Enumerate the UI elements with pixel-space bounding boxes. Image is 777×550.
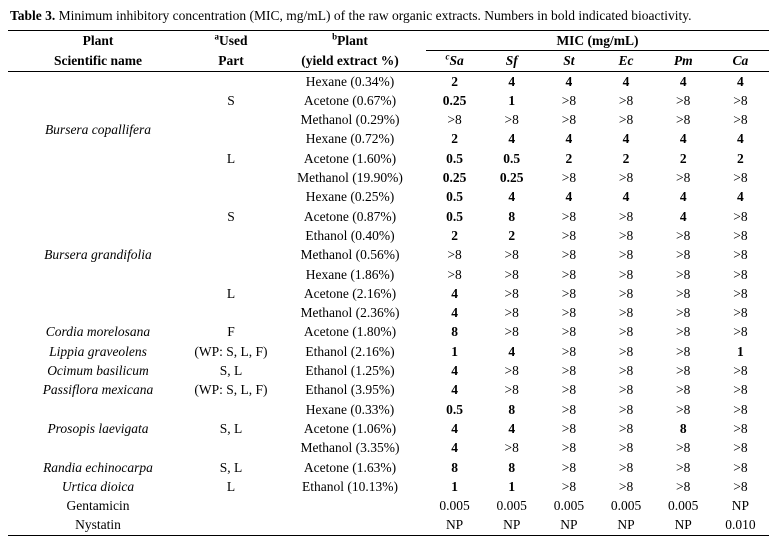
mic-value-cell: 0.25 — [499, 170, 524, 186]
mic-value-cell: >8 — [561, 324, 577, 340]
table-row — [8, 322, 769, 341]
mic-value-cell: >8 — [733, 478, 748, 494]
mic-value-cell: 4 — [622, 73, 630, 89]
mic-value-cell: 4 — [451, 382, 458, 398]
column-header-solvent-top-label: Plant — [337, 33, 368, 49]
mic-value-cell: NP — [674, 517, 692, 533]
mic-value-cell: >8 — [733, 266, 748, 282]
used-part-cell — [188, 245, 274, 264]
mic-value-cell: 2 — [737, 150, 744, 166]
solvent-cell: Acetone (1.80%) — [303, 324, 397, 340]
mic-value-cell: >8 — [618, 112, 634, 128]
mic-value-cell: >8 — [561, 478, 577, 494]
used-part-cell — [188, 496, 274, 515]
used-part-cell: S — [227, 92, 235, 108]
mic-value-cell: >8 — [561, 247, 577, 263]
table-row — [8, 477, 769, 496]
mic-value-cell: >8 — [733, 227, 748, 243]
mic-value-cell: 0.005 — [610, 498, 642, 514]
table-row — [8, 400, 769, 419]
mic-value-cell: 8 — [679, 420, 687, 436]
mic-value-cell: 4 — [737, 189, 744, 205]
organism-header-row — [8, 51, 769, 71]
used-part-cell: L — [226, 150, 236, 166]
used-part-cell: F — [227, 324, 235, 340]
mic-value-cell: >8 — [733, 401, 748, 417]
mic-value-cell: >8 — [504, 324, 519, 340]
mic-value-cell: >8 — [561, 266, 577, 282]
table-body — [8, 71, 769, 535]
mic-value-cell: >8 — [676, 170, 691, 186]
solvent-cell: Hexane (1.86%) — [305, 266, 395, 282]
table-row — [8, 496, 769, 515]
mic-value-cell: >8 — [733, 382, 748, 398]
mic-value-cell: 8 — [508, 208, 516, 224]
mic-value-cell: 4 — [679, 189, 687, 205]
mic-value-cell: >8 — [561, 170, 577, 186]
mic-value-cell: >8 — [676, 305, 691, 321]
mic-value-cell: 0.5 — [503, 150, 521, 166]
table-row — [8, 342, 769, 361]
mic-value-cell: 2 — [508, 227, 516, 243]
plant-name-cell: Nystatin — [75, 517, 121, 533]
mic-value-cell: NP — [560, 517, 578, 533]
mic-value-cell: >8 — [676, 324, 691, 340]
mic-value-cell: >8 — [561, 363, 577, 379]
column-header-plant-bottom: Scientific name — [8, 51, 188, 71]
mic-value-cell: 4 — [622, 189, 630, 205]
solvent-cell: Methanol (3.35%) — [300, 440, 400, 456]
mic-value-cell: 0.005 — [668, 498, 699, 514]
mic-value-cell: >8 — [504, 285, 519, 301]
mic-value-cell: 4 — [679, 73, 687, 89]
table-row — [8, 515, 769, 535]
solvent-cell: Ethanol (2.16%) — [305, 343, 395, 359]
mic-value-cell: >8 — [676, 401, 691, 417]
mic-value-cell: >8 — [618, 440, 634, 456]
mic-value-cell: >8 — [447, 112, 462, 128]
mic-value-cell: >8 — [676, 382, 691, 398]
mic-value-cell: >8 — [618, 266, 634, 282]
mic-value-cell: 0.5 — [446, 150, 464, 166]
plant-name-cell: Gentamicin — [66, 498, 130, 514]
mic-value-cell: >8 — [618, 324, 634, 340]
mic-value-cell: >8 — [676, 478, 691, 494]
mic-value-cell: >8 — [561, 112, 577, 128]
column-header-solvent-top — [274, 31, 426, 51]
mic-value-cell: 0.5 — [446, 208, 464, 224]
mic-value-cell: 0.010 — [725, 517, 756, 533]
solvent-cell: Ethanol (3.95%) — [305, 382, 395, 398]
mic-value-cell: >8 — [733, 459, 748, 475]
mic-value-cell: >8 — [618, 478, 634, 494]
mic-value-cell: 8 — [508, 459, 516, 475]
mic-value-cell: >8 — [676, 440, 691, 456]
mic-value-cell: >8 — [733, 285, 748, 301]
column-header-pm: Pm — [655, 51, 712, 71]
mic-value-cell: >8 — [618, 285, 634, 301]
mic-value-cell: 1 — [451, 478, 458, 494]
plant-name-cell: Lippia graveolens — [49, 343, 147, 359]
mic-value-cell: 4 — [508, 189, 516, 205]
mic-value-cell: 0.005 — [439, 498, 470, 514]
mic-value-cell: >8 — [733, 112, 748, 128]
mic-value-cell: >8 — [676, 92, 691, 108]
solvent-cell: Hexane (0.33%) — [305, 401, 395, 417]
solvent-cell: Ethanol (10.13%) — [302, 478, 398, 494]
mic-table — [8, 30, 769, 536]
mic-value-cell: 4 — [565, 189, 573, 205]
superscript-a: a — [214, 31, 219, 42]
mic-value-cell: 4 — [451, 305, 458, 321]
mic-value-cell: >8 — [676, 112, 691, 128]
mic-value-cell: >8 — [618, 208, 634, 224]
mic-value-cell: >8 — [733, 170, 748, 186]
table-row — [8, 458, 769, 477]
used-part-cell: (WP: S, L, F) — [194, 343, 268, 359]
mic-value-cell: >8 — [676, 227, 691, 243]
column-header-ca: Ca — [712, 51, 769, 71]
mic-value-cell: >8 — [676, 266, 691, 282]
solvent-cell: Methanol (0.29%) — [300, 112, 400, 128]
mic-value-cell: >8 — [618, 305, 634, 321]
mic-value-cell: >8 — [733, 92, 748, 108]
mic-value-cell: >8 — [561, 420, 577, 436]
column-header-part-top-label: Used — [218, 33, 248, 49]
column-header-mic: MIC (mg/mL) — [426, 31, 769, 51]
mic-value-cell: >8 — [504, 382, 519, 398]
solvent-cell: Ethanol (1.25%) — [305, 363, 395, 379]
mic-value-cell: NP — [731, 498, 750, 514]
mic-value-cell: 1 — [508, 478, 516, 494]
mic-value-cell: >8 — [618, 459, 634, 475]
mic-value-cell: 4 — [508, 420, 516, 436]
table-row — [8, 361, 769, 380]
mic-value-cell: >8 — [447, 247, 462, 263]
mic-value-cell: >8 — [733, 420, 748, 436]
mic-value-cell: NP — [445, 517, 464, 533]
mic-value-cell: 0.005 — [496, 498, 527, 514]
mic-value-cell: 2 — [622, 150, 630, 166]
mic-value-cell: >8 — [733, 324, 748, 340]
mic-value-cell: >8 — [561, 382, 577, 398]
mic-value-cell: 8 — [451, 324, 458, 340]
mic-value-cell: NP — [617, 517, 635, 533]
solvent-cell: Hexane (0.34%) — [305, 73, 395, 89]
mic-value-cell: 8 — [451, 459, 458, 475]
column-header-plant-top: Plant — [82, 33, 114, 49]
mic-value-cell: >8 — [561, 227, 577, 243]
mic-value-cell: 4 — [679, 131, 687, 147]
mic-value-cell: 0.25 — [442, 170, 467, 186]
mic-value-cell: 0.005 — [553, 498, 585, 514]
mic-value-cell: >8 — [504, 440, 519, 456]
mic-value-cell: >8 — [618, 343, 634, 359]
table-caption — [8, 5, 769, 30]
mic-value-cell: >8 — [561, 92, 577, 108]
column-header-ec: Ec — [597, 51, 654, 71]
plant-name-cell: Passiflora mexicana — [42, 382, 154, 398]
mic-value-cell: >8 — [618, 247, 634, 263]
plant-name-cell: Randia echinocarpa — [43, 459, 153, 475]
mic-value-cell: >8 — [733, 440, 748, 456]
mic-value-cell: >8 — [733, 208, 748, 224]
mic-value-cell: >8 — [618, 92, 634, 108]
used-part-cell — [188, 515, 274, 535]
plant-name-cell: Bursera grandifolia — [44, 247, 152, 263]
solvent-cell: Acetone (1.63%) — [303, 459, 397, 475]
mic-value-cell: 4 — [565, 73, 573, 89]
mic-value-cell: 1 — [508, 92, 516, 108]
mic-value-cell: >8 — [561, 305, 577, 321]
solvent-cell: Acetone (0.67%) — [303, 92, 397, 108]
mic-value-cell: >8 — [504, 247, 519, 263]
plant-name-cell: Prosopis laevigata — [47, 420, 149, 436]
plant-name-cell: Cordia morelosana — [45, 324, 151, 340]
mic-value-cell: 2 — [679, 150, 687, 166]
used-part-cell: L — [226, 285, 236, 301]
solvent-cell — [274, 515, 426, 535]
mic-value-cell: 4 — [451, 420, 458, 436]
mic-value-cell: >8 — [504, 266, 519, 282]
column-header-part-top — [188, 31, 274, 51]
mic-value-cell: >8 — [733, 247, 748, 263]
mic-value-cell: >8 — [618, 170, 634, 186]
mic-value-cell: 4 — [508, 131, 516, 147]
mic-value-cell: 4 — [679, 208, 687, 224]
solvent-cell: Hexane (0.25%) — [305, 189, 395, 205]
mic-value-cell: 4 — [737, 131, 744, 147]
mic-value-cell: >8 — [504, 363, 519, 379]
table-caption-label: Table 3. — [10, 8, 56, 23]
mic-value-cell: NP — [503, 517, 521, 533]
mic-value-cell: >8 — [561, 459, 577, 475]
used-part-cell: (WP: S, L, F) — [194, 382, 268, 398]
table-row — [8, 187, 769, 206]
mic-value-cell: 2 — [565, 150, 573, 166]
column-header-part-bottom: Part — [188, 51, 274, 71]
mic-value-cell: 1 — [737, 343, 744, 359]
mic-value-cell: 8 — [508, 401, 516, 417]
mic-value-cell: 4 — [508, 343, 516, 359]
mic-value-cell: >8 — [561, 285, 577, 301]
mic-value-cell: 4 — [451, 285, 458, 301]
mic-value-cell: >8 — [618, 401, 634, 417]
solvent-cell: Acetone (1.06%) — [303, 420, 397, 436]
column-header-st: St — [540, 51, 597, 71]
mic-value-cell: 4 — [565, 131, 573, 147]
mic-value-cell: >8 — [561, 440, 577, 456]
used-part-cell: L — [226, 478, 236, 494]
mic-value-cell: >8 — [618, 420, 634, 436]
superscript-c: c — [445, 51, 450, 62]
column-header-sf: Sf — [483, 51, 540, 71]
mic-value-cell: 4 — [451, 363, 458, 379]
plant-name-cell: Ocimum basilicum — [47, 363, 149, 379]
mic-value-cell: >8 — [733, 305, 748, 321]
solvent-cell: Methanol (0.56%) — [300, 247, 400, 263]
mic-value-cell: 2 — [451, 131, 458, 147]
solvent-cell: Methanol (2.36%) — [300, 305, 400, 321]
used-part-cell: S — [227, 208, 235, 224]
mic-value-cell: 4 — [508, 73, 516, 89]
mic-value-cell: >8 — [618, 227, 634, 243]
mic-value-cell: >8 — [676, 343, 691, 359]
mic-value-cell: >8 — [733, 363, 748, 379]
mic-value-cell: >8 — [561, 401, 577, 417]
mic-value-cell: >8 — [447, 266, 462, 282]
used-part-cell: S, L — [219, 363, 243, 379]
column-header-solvent-bottom: (yield extract %) — [274, 51, 426, 71]
solvent-cell — [274, 496, 426, 515]
mic-value-cell: 1 — [451, 343, 458, 359]
mic-value-cell: >8 — [618, 382, 634, 398]
table-row — [8, 71, 769, 91]
plant-name-cell: Bursera copallifera — [44, 121, 152, 137]
solvent-cell: Acetone (1.60%) — [303, 150, 397, 166]
header-row-top — [8, 31, 769, 51]
mic-value-cell: >8 — [561, 208, 577, 224]
solvent-cell: Methanol (19.90%) — [297, 170, 403, 186]
mic-value-cell: >8 — [676, 247, 691, 263]
mic-value-cell: 0.5 — [446, 189, 464, 205]
superscript-b: b — [332, 31, 338, 42]
mic-value-cell: 0.5 — [446, 401, 464, 417]
table-caption-text: Minimum inhibitory concentration (MIC, mg/mL) of the raw organic extracts. Numbers in bold indicated bioactivity. — [55, 8, 692, 23]
mic-value-cell: 4 — [622, 131, 630, 147]
mic-value-cell: >8 — [676, 285, 691, 301]
mic-value-cell: 4 — [737, 73, 744, 89]
mic-value-cell: >8 — [676, 363, 691, 379]
used-part-cell: S, L — [219, 459, 243, 475]
mic-value-cell: >8 — [676, 459, 691, 475]
mic-value-cell: >8 — [504, 112, 519, 128]
mic-value-cell: 4 — [451, 440, 458, 456]
mic-value-cell: 2 — [451, 73, 458, 89]
mic-value-cell: >8 — [561, 343, 577, 359]
solvent-cell: Acetone (2.16%) — [303, 285, 397, 301]
table-header — [8, 31, 769, 72]
mic-value-cell: 2 — [451, 227, 458, 243]
solvent-cell: Acetone (0.87%) — [303, 208, 397, 224]
column-header-sa: $^c$Sa — [426, 51, 483, 71]
plant-name-cell: Urtica dioica — [61, 478, 135, 494]
mic-value-cell: >8 — [618, 363, 634, 379]
used-part-cell: S, L — [219, 420, 243, 436]
solvent-cell: Hexane (0.72%) — [305, 131, 395, 147]
solvent-cell: Ethanol (0.40%) — [305, 227, 395, 243]
table-row — [8, 380, 769, 399]
mic-value-cell: >8 — [504, 305, 519, 321]
mic-value-cell: 0.25 — [442, 92, 467, 108]
